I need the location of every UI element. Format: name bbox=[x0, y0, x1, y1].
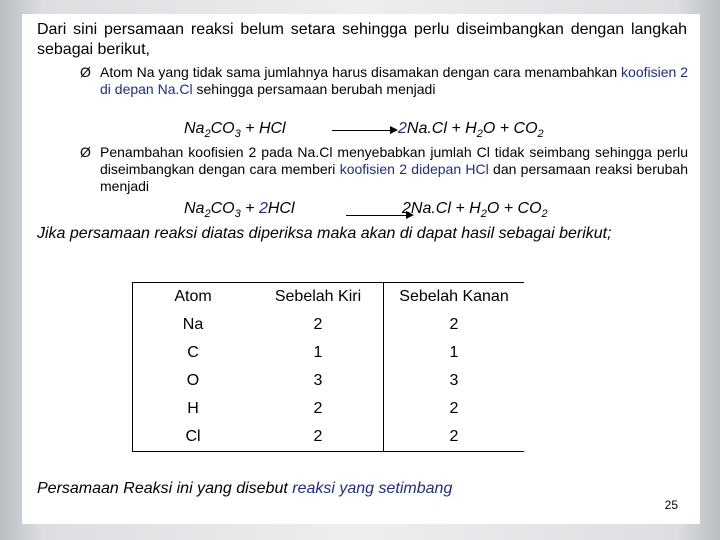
table-header-row bbox=[133, 283, 525, 312]
table-row bbox=[133, 395, 525, 423]
conclusion-highlight: reaksi yang setimbang bbox=[292, 480, 453, 497]
left-count-cell: 2 bbox=[253, 395, 384, 423]
right-count-cell: 2 bbox=[449, 316, 459, 333]
atom-cell: O bbox=[133, 367, 254, 395]
equation1-right: $2Na.Cl + H_2O + CO_2$ bbox=[398, 120, 544, 141]
left-count-cell: 2 bbox=[253, 311, 384, 339]
right-count-cell: 3 bbox=[449, 372, 459, 389]
left-count-cell: 3 bbox=[253, 367, 384, 395]
bullet-text: Penambahan koofisien 2 pada Na.Cl menyebabkan jumlah Cl tidak seimbang sehingga perlu diseimbangkan dengan cara memberi bbox=[100, 144, 688, 177]
table-row bbox=[133, 367, 525, 395]
page-number: 25 bbox=[664, 498, 678, 512]
atom-balance-table bbox=[132, 282, 524, 452]
right-count-cell: 2 bbox=[384, 423, 525, 452]
reaction-arrow-icon bbox=[332, 130, 396, 131]
bullet-highlight: koofisien 2 di depan Na.Cl bbox=[100, 64, 688, 97]
bullet-highlight: koofisien 2 didepan HCl bbox=[339, 161, 489, 177]
atom-cell: Na bbox=[133, 311, 254, 339]
right-count-cell: 1 bbox=[449, 344, 459, 361]
bullet-arrow-icon: Ø bbox=[80, 64, 91, 80]
conclusion-text: Persamaan Reaksi ini yang disebut bbox=[37, 480, 293, 497]
column-header-right: Sebelah Kanan bbox=[384, 283, 525, 312]
atom-cell: H bbox=[133, 395, 254, 423]
check-paragraph: Jika persamaan reaksi diatas diperiksa maka akan di dapat hasil sebagai berikut; bbox=[37, 225, 612, 242]
bullet-text: sehingga persamaan berubah menjadi bbox=[192, 81, 436, 97]
equation2-right: $2Na.Cl + H_2O + CO_2$ bbox=[402, 200, 548, 221]
bullet-arrow-icon: Ø bbox=[80, 144, 91, 160]
table-row bbox=[133, 311, 525, 339]
conclusion-line bbox=[37, 480, 452, 498]
bullet-text: dan persamaan reaksi berubah menjadi bbox=[100, 161, 688, 194]
atom-cell: Cl bbox=[133, 423, 254, 452]
intro-paragraph: Dari sini persamaan reaksi belum setara sehingga perlu diseimbangkan dengan langkah sebagai berikut, bbox=[37, 21, 687, 58]
left-count-cell: 1 bbox=[253, 339, 384, 367]
atom-cell: C bbox=[133, 339, 254, 367]
bullet-add-hcl-coefficient bbox=[80, 144, 688, 195]
bullet-add-na-coefficient bbox=[80, 64, 688, 98]
right-count-cell: 2 bbox=[449, 400, 459, 417]
equation1-left: $Na_2CO_3$ + HCl bbox=[184, 120, 286, 141]
equation2-left: $Na_2CO_3 + 2HCl$ bbox=[184, 200, 295, 221]
bullet-text: Atom Na yang tidak sama jumlahnya harus disamakan dengan cara menambahkan bbox=[100, 64, 622, 80]
column-header-left: Sebelah Kiri bbox=[253, 283, 384, 312]
column-header-atom: Atom bbox=[133, 283, 254, 312]
table-row bbox=[133, 423, 525, 452]
slide bbox=[22, 14, 700, 524]
left-count-cell: 2 bbox=[253, 423, 384, 452]
table-row bbox=[133, 339, 525, 367]
